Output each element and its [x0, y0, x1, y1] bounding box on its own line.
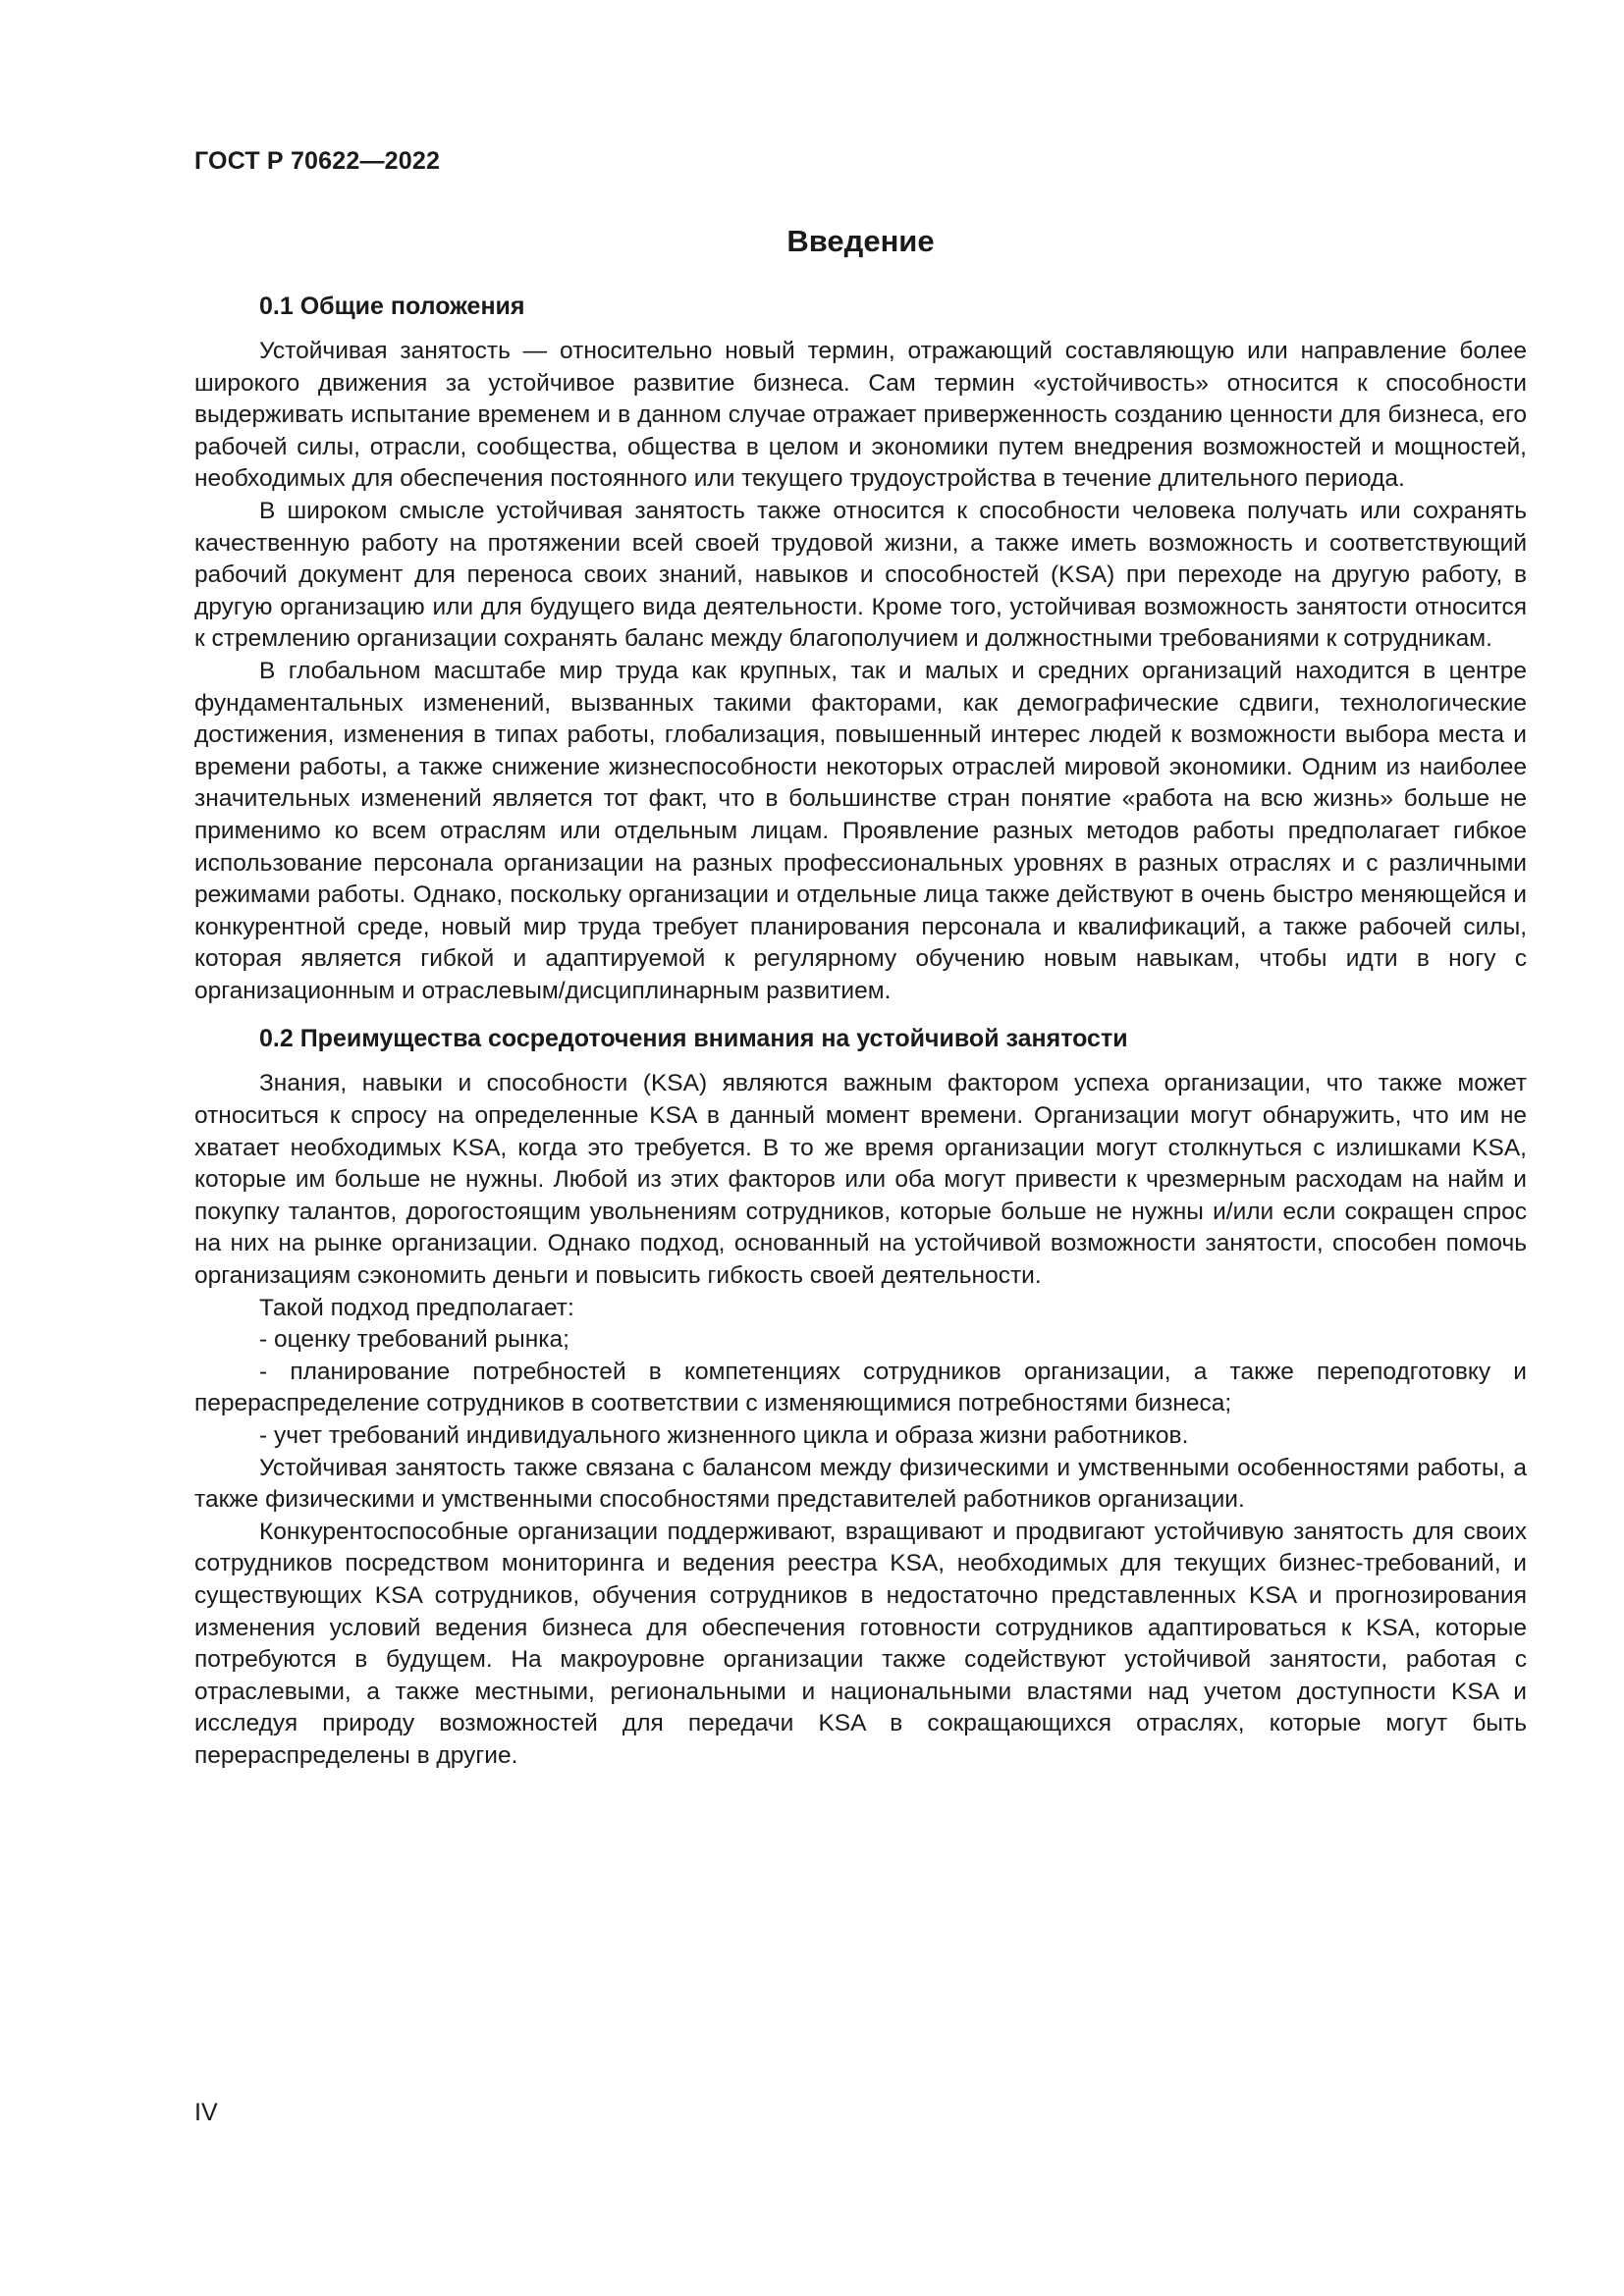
section-heading: 0.2 Преимущества сосредоточения внимания на устойчивой занятости: [259, 1025, 1128, 1053]
paragraph: В глобальном масштабе мир труда как крупных, так и малых и средних организаций находится в центре фундаментальных изменений, вызванных такими факторами, как демографические сдвиги, технологические достижения, изменения в типах работы, глобализация, повышенный интерес людей к возможности выбора места и времени работы, а также снижение жизнеспособности некоторых отраслей мировой экономики. Одним из наиболее значительных изменений является тот факт, что в большинстве стран понятие «работа на всю жизнь» больше не применимо ко всем отраслям или отдельным лицам. Проявление разных методов работы предполагает гибкое использование персонала организации на разных профессиональных уровнях в разных отраслях и с различными режимами работы. Однако, поскольку организации и отдельные лица также действуют в очень быстро меняющейся и конкурентной среде, новый мир труда требует планирования персонала и квалификаций, а также рабочей силы, которая является гибкой и адаптируемой к регулярному обучению новым навыкам, чтобы идти в ногу с организационным и отраслевым/дисциплинарным развитием.: [194, 657, 1527, 1004]
paragraph: Устойчивая занятость также связана с балансом между физическими и умственными особенностями работы, а также физическими и умственными способностями представителей работников организации.: [194, 1454, 1527, 1514]
list-item: - планирование потребностей в компетенциях сотрудников организации, а также переподготовку и перераспределение сотрудников в соответствии с изменяющимися потребностями бизнеса;: [194, 1358, 1527, 1417]
page-number: IV: [194, 2099, 218, 2126]
standard-id-header: ГОСТ Р 70622—2022: [194, 147, 441, 175]
section-heading: 0.1 Общие положения: [259, 293, 525, 320]
paragraph: В широком смысле устойчивая занятость также относится к способности человека получать или сохранять качественную работу на протяжении всей своей трудовой жизни, а также иметь возможность и соответствующий рабочий документ для переноса своих знаний, навыков и способностей (KSA) при переходе на другую работу, в другую организацию или для будущего вида деятельности. Кроме того, устойчивая возможность занятости относится к стремлению организации сохранять баланс между благополучием и должностными требованиями к сотрудникам.: [194, 497, 1527, 653]
paragraph: Такой подход предполагает:: [259, 1294, 574, 1321]
list-item: - учет требований индивидуального жизненного цикла и образа жизни работников.: [259, 1422, 1189, 1449]
paragraph: Устойчивая занятость — относительно новый термин, отражающий составляющую или направление более широкого движения за устойчивое развитие бизнеса. Сам термин «устойчивость» относится к способности выдерживать испытание временем и в данном случае отражает приверженность созданию ценности для бизнеса, его рабочей силы, отрасли, сообщества, общества в целом и экономики путем внедрения возможностей и мощностей, необходимых для обеспечения постоянного или текущего трудоустройства в течение длительного периода.: [194, 338, 1527, 493]
section-benefits: [194, 1023, 1527, 1772]
page-title: Введение: [786, 224, 935, 258]
paragraph: Знания, навыки и способности (KSA) являются важным фактором успеха организации, что также может относиться к спросу на определенные KSA в данный момент времени. Организации могут обнаружить, что им не хватает необходимых KSA, когда это требуется. В то же время организации могут столкнуться с излишками KSA, которые им больше не нужны. Любой из этих факторов или оба могут привести к чрезмерным расходам на найм и покупку талантов, дорогостоящим увольнениям сотрудников, которые больше не нужны и/или если сокращен спрос на них на рынке организации. Однако подход, основанный на устойчивой возможности занятости, способен помочь организациям сэкономить деньги и повысить гибкость своей деятельности.: [194, 1070, 1527, 1290]
list-item: - оценку требований рынка;: [259, 1326, 569, 1354]
section-spacer: [194, 1007, 1527, 1023]
document-body: [194, 222, 1527, 1773]
paragraph: Конкурентоспособные организации поддерживают, взращивают и продвигают устойчивую занятость для своих сотрудников посредством мониторинга и ведения реестра KSA, необходимых для текущих бизнес-требований, и существующих KSA сотрудников, обучения сотрудников в недостаточно представленных KSA и прогнозирования изменения условий ведения бизнеса для обеспечения готовности сотрудников адаптироваться к KSA, которые потребуются в будущем. На макроуровне организации также содействуют устойчивой занятости, работая с отраслевыми, а также местными, региональными и национальными властями над учетом доступности KSA и исследуя природу возможностей для передачи KSA в сокращающихся отраслях, которые могут быть перераспределены в другие.: [194, 1518, 1527, 1769]
section-general: [194, 291, 1527, 1007]
